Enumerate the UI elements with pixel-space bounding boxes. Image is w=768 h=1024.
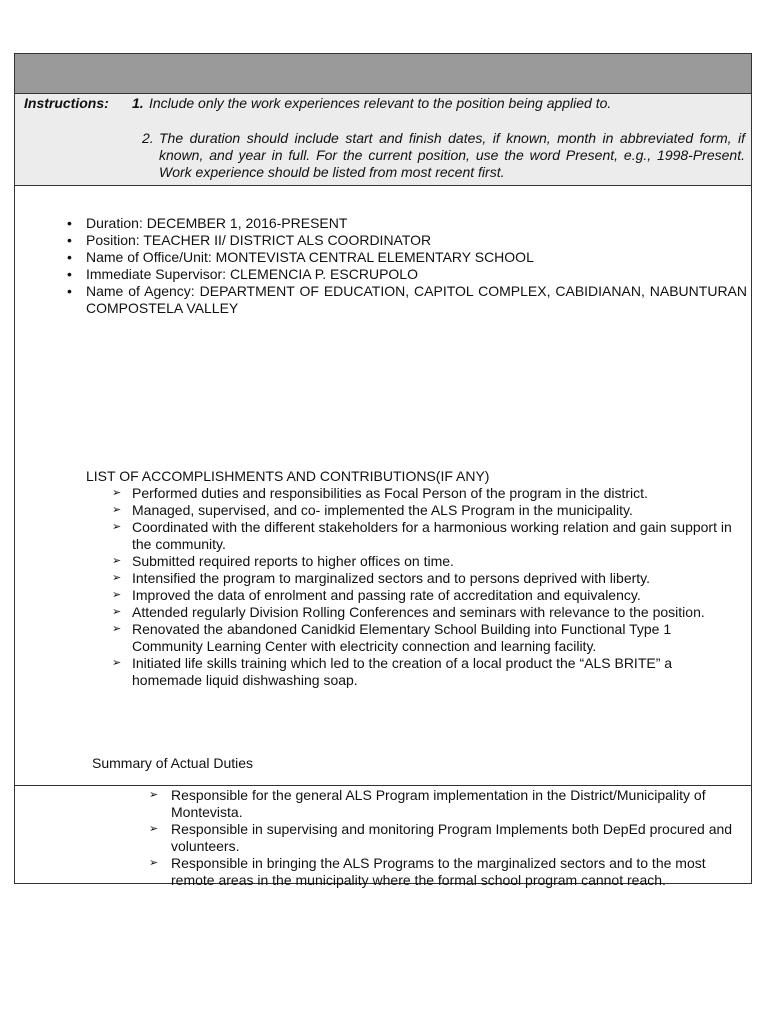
arrow-bullet-icon: ➢ [149,789,159,801]
arrow-bullet-icon: ➢ [112,504,122,516]
arrow-bullet-icon: ➢ [149,823,159,835]
bullet-icon: • [67,283,72,299]
accomplishments-title: LIST OF ACCOMPLISHMENTS AND CONTRIBUTIONS(IF ANY) [86,468,490,484]
bullet-icon: • [67,266,72,282]
instruction-2-number: 2. [142,130,154,146]
list-item: ➢ Attended regularly Division Rolling Conferences and seminars with relevance to the position. [112,604,705,620]
list-item: ➢ Initiated life skills training which led to the creation of a local product the “ALS BRITE” a homemade liquid dishwashing soap. [112,655,673,688]
arrow-bullet-icon: ➢ [112,589,122,601]
arrow-bullet-icon: ➢ [112,572,122,584]
instruction-1-number: 1. [132,95,144,111]
arrow-bullet-icon: ➢ [112,606,122,618]
detail-office: • Name of Office/Unit: MONTEVISTA CENTRAL ELEMENTARY SCHOOL [67,249,534,265]
list-item: ➢ Renovated the abandoned Canidkid Elementary School Building into Functional Type 1 Community Learning Center with electricity connection and learning facility. [112,621,672,654]
bullet-icon: • [67,215,72,231]
list-item: ➢ Coordinated with the different stakeholders for a harmonious working relation and gain support in the community. [112,519,732,552]
instructions-section [15,94,751,186]
list-item: ➢ Responsible in bringing the ALS Programs to the marginalized sectors and to the most remote areas in the municipality where the formal school program cannot reach. [149,855,706,888]
summary-title: Summary of Actual Duties [92,755,254,771]
detail-agency: • Name of Agency: DEPARTMENT OF EDUCATION, CAPITOL COMPLEX, CABIDIANAN, NABUNTURAN COMPOSTELA VALLEY [67,283,747,316]
details-list [67,215,747,317]
detail-duration: • Duration: DECEMBER 1, 2016-PRESENT [67,215,348,231]
arrow-bullet-icon: ➢ [149,857,159,869]
detail-supervisor: • Immediate Supervisor: CLEMENCIA P. ESCRUPOLO [67,266,418,282]
work-experience-entry [15,186,751,888]
list-item: ➢ Submitted required reports to higher offices on time. [112,553,454,569]
form-header-band [15,54,751,94]
list-item: ➢ Responsible in supervising and monitoring Program Implements both DepEd procured and volunteers. [149,821,733,854]
list-item: ➢ Intensified the program to marginalized sectors and to persons deprived with liberty. [112,570,651,586]
bullet-icon: • [67,249,72,265]
arrow-bullet-icon: ➢ [112,487,122,499]
detail-position: • Position: TEACHER II/ DISTRICT ALS COORDINATOR [67,232,432,248]
arrow-bullet-icon: ➢ [112,657,122,669]
instructions-label: Instructions: [24,95,109,111]
summary-list [149,787,749,889]
instruction-2-text: The duration should include start and finish dates, if known, month in abbreviated form, if known, and year in full. For the current position, use the word Present, e.g., 1998-Present. Work experience should be listed from most recent first. [159,130,745,180]
list-item: ➢ Responsible for the general ALS Program implementation in the District/Municipality of Montevista. [149,787,706,820]
list-item: ➢ Improved the data of enrolment and passing rate of accreditation and equivalency. [112,587,641,603]
arrow-bullet-icon: ➢ [112,555,122,567]
list-item: ➢ Managed, supervised, and co- implemented the ALS Program in the municipality. [112,502,633,518]
accomplishments-list [112,485,740,689]
bullet-icon: • [67,232,72,248]
instruction-1-text: Include only the work experiences relevant to the position being applied to. [149,95,612,111]
arrow-bullet-icon: ➢ [112,623,122,635]
work-experience-form [14,53,752,888]
arrow-bullet-icon: ➢ [112,521,122,533]
list-item: ➢ Performed duties and responsibilities as Focal Person of the program in the district. [112,485,648,501]
